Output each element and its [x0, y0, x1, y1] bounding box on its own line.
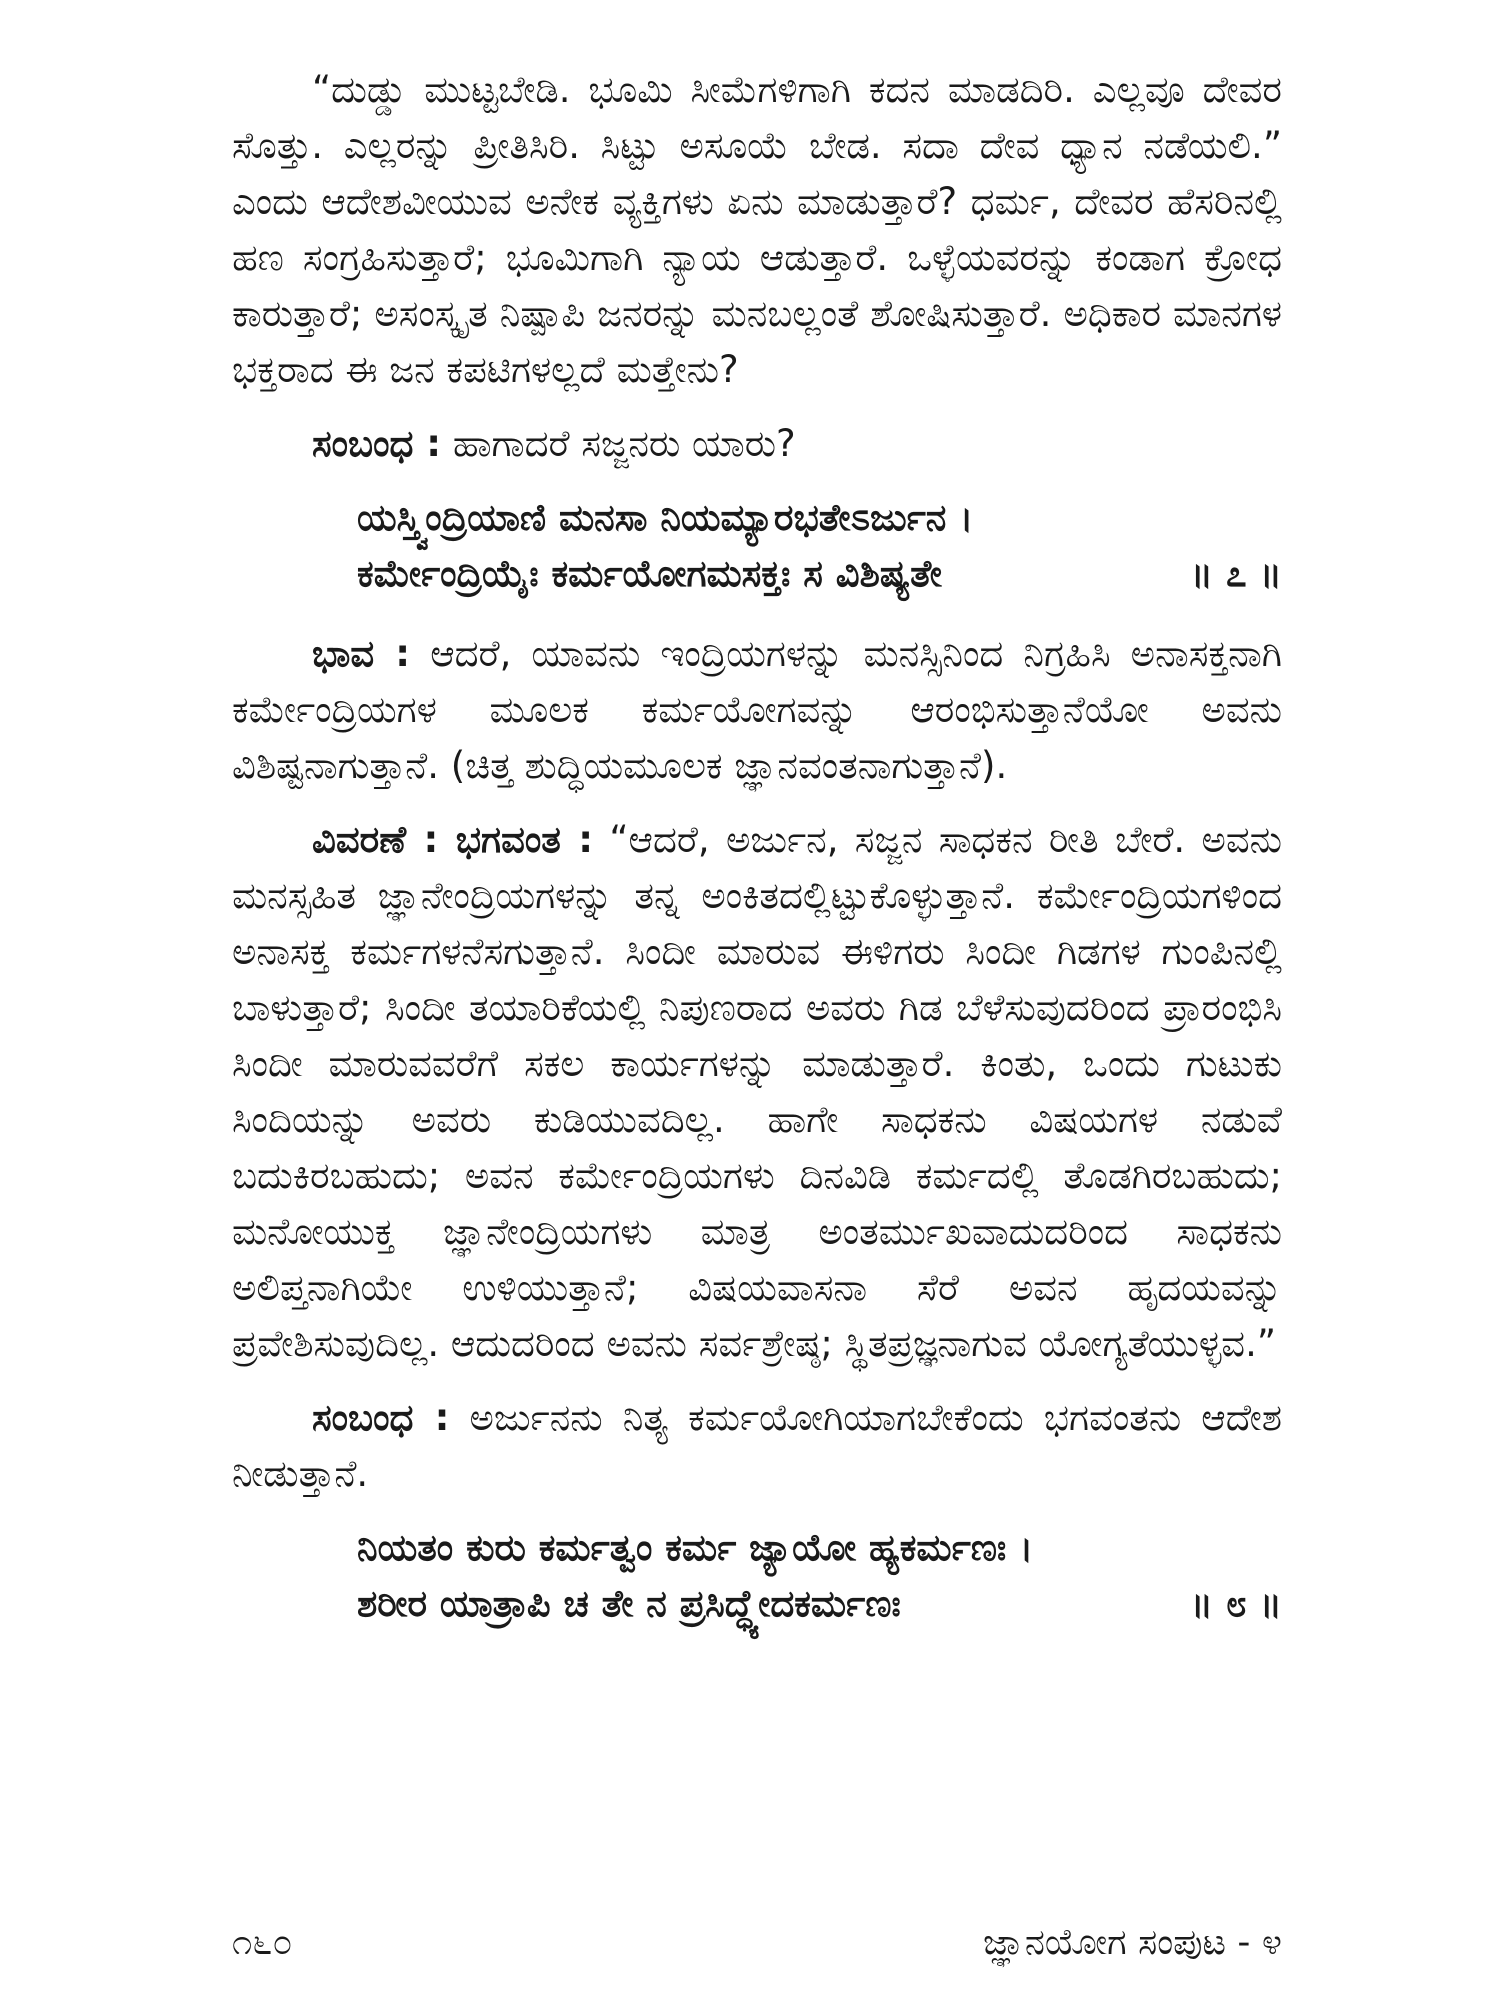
- verse-line: ನಿಯತಂ ಕುರು ಕರ್ಮತ್ವಂ ಕರ್ಮ ಜ್ಯಾಯೋ ಹ್ಯಕರ್ಮಣಃ ।: [357, 1526, 1034, 1569]
- sambandha-label: ಸಂಬಂಧ :: [312, 1396, 450, 1439]
- page-footer: [232, 1918, 1282, 1968]
- volume-title: ಜ್ಞಾನಯೋಗ ಸಂಪುಟ - ೪: [983, 1922, 1282, 1963]
- page-number: ೧೬೦: [232, 1922, 293, 1963]
- paragraph-vivarane: [232, 812, 1282, 1372]
- sambandha-label: ಸಂಬಂಧ :: [312, 422, 442, 465]
- verse-number: ॥ ೭ ॥: [1190, 552, 1282, 595]
- verse-7: [357, 490, 1282, 602]
- verse-line-text: ಶರೀರ ಯಾತ್ರಾಪಿ ಚ ತೇ ನ ಪ್ರಸಿದ್ಧ್ಯೇದಕರ್ಮಣಃ: [357, 1582, 901, 1625]
- vivarane-label: ವಿವರಣೆ : ಭಗವಂತ :: [312, 818, 594, 861]
- verse-line-text: ಕರ್ಮೇಂದ್ರಿಯೈಃ ಕರ್ಮಯೋಗಮಸಕ್ತಃ ಸ ವಿಶಿಷ್ಯತೇ: [357, 552, 942, 595]
- verse-line: [357, 1576, 1282, 1632]
- paragraph-sambandha-2: [232, 1390, 1282, 1502]
- sambandha-text: ಹಾಗಾದರೆ ಸಜ್ಜನರು ಯಾರು?: [452, 422, 796, 465]
- bhava-label: ಭಾವ :: [312, 632, 411, 675]
- verse-line: [357, 546, 1282, 602]
- paragraph-sambandha-1: [232, 416, 1282, 472]
- sambandha-text: ಅರ್ಜುನನು ನಿತ್ಯ ಕರ್ಮಯೋಗಿಯಾಗಬೇಕೆಂದು ಭಗವಂತನು ಆದೇಶ ನೀಡುತ್ತಾನೆ.: [232, 1396, 1283, 1495]
- paragraph-bhava: [232, 626, 1282, 794]
- page-body: [232, 62, 1282, 1962]
- verse-line: ಯಸ್ತ್ವಿಂದ್ರಿಯಾಣಿ ಮನಸಾ ನಿಯಮ್ಯಾರಭತೇಽರ್ಜುನ ।: [357, 496, 974, 539]
- paragraph-intro: “ದುಡ್ಡು ಮುಟ್ಟಬೇಡಿ. ಭೂಮಿ ಸೀಮೆಗಳಿಗಾಗಿ ಕದನ ಮಾಡದಿರಿ. ಎಲ್ಲವೂ ದೇವರ ಸೊತ್ತು. ಎಲ್ಲರನ್ನು ಪ್ರೀತಿಸಿರಿ. ಸಿಟ್ಟು ಅಸೂಯೆ ಬೇಡ. ಸದಾ ದೇವ ಧ್ಯಾನ ನಡೆಯಲಿ.” ಎಂದು ಆದೇಶವೀಯುವ ಅನೇಕ ವ್ಯಕ್ತಿಗಳು ಏನು ಮಾಡುತ್ತಾರೆ? ಧರ್ಮ, ದೇವರ ಹೆಸರಿನಲ್ಲಿ ಹಣ ಸಂಗ್ರಹಿಸುತ್ತಾರೆ; ಭೂಮಿಗಾಗಿ ನ್ಯಾಯ ಆಡುತ್ತಾರೆ. ಒಳ್ಳೆಯವರನ್ನು ಕಂಡಾಗ ಕ್ರೋಧ ಕಾರುತ್ತಾರೆ; ಅಸಂಸ್ಕೃತ ನಿಷ್ಪಾಪಿ ಜನರನ್ನು ಮನಬಲ್ಲಂತೆ ಶೋಷಿಸುತ್ತಾರೆ. ಅಧಿಕಾರ ಮಾನಗಳ ಭಕ್ತರಾದ ಈ ಜನ ಕಪಟಿಗಳಲ್ಲದೆ ಮತ್ತೇನು?: [232, 68, 1282, 391]
- verse-number: ॥ ೮ ॥: [1190, 1582, 1282, 1625]
- vivarane-text: “ಆದರೆ, ಅರ್ಜುನ, ಸಜ್ಜನ ಸಾಧಕನ ರೀತಿ ಬೇರೆ. ಅವನು ಮನಸ್ಸಹಿತ ಜ್ಞಾನೇಂದ್ರಿಯಗಳನ್ನು ತನ್ನ ಅಂಕಿತದಲ್ಲಿಟ್ಟುಕೊಳ್ಳುತ್ತಾನೆ. ಕರ್ಮೇಂದ್ರಿಯಗಳಿಂದ ಅನಾಸಕ್ತ ಕರ್ಮಗಳನೆಸಗುತ್ತಾನೆ. ಸಿಂದೀ ಮಾರುವ ಈಳಿಗರು ಸಿಂದೀ ಗಿಡಗಳ ಗುಂಪಿನಲ್ಲಿ ಬಾಳುತ್ತಾರೆ; ಸಿಂದೀ ತಯಾರಿಕೆಯಲ್ಲಿ ನಿಪುಣರಾದ ಅವರು ಗಿಡ ಬೆಳೆಸುವುದರಿಂದ ಪ್ರಾರಂಭಿಸಿ ಸಿಂದೀ ಮಾರುವವರೆಗೆ ಸಕಲ ಕಾರ್ಯಗಳನ್ನು ಮಾಡುತ್ತಾರೆ. ಕಿಂತು, ಒಂದು ಗುಟುಕು ಸಿಂದಿಯನ್ನು ಅವರು ಕುಡಿಯುವದಿಲ್ಲ. ಹಾಗೇ ಸಾಧಕನು ವಿಷಯಗಳ ನಡುವೆ ಬದುಕಿರಬಹುದು; ಅವನ ಕರ್ಮೇಂದ್ರಿಯಗಳು ದಿನವಿಡಿ ಕರ್ಮದಲ್ಲಿ ತೊಡಗಿರಬಹುದು; ಮನೋಯುಕ್ತ ಜ್ಞಾನೇಂದ್ರಿಯಗಳು ಮಾತ್ರ ಅಂತರ್ಮುಖವಾದುದರಿಂದ ಸಾಧಕನು ಅಲಿಪ್ತನಾಗಿಯೇ ಉಳಿಯುತ್ತಾನೆ; ವಿಷಯವಾಸನಾ ಸೆರೆ ಅವನ ಹೃದಯವನ್ನು ಪ್ರವೇಶಿಸುವುದಿಲ್ಲ. ಆದುದರಿಂದ ಅವನು ಸರ್ವಶ್ರೇಷ್ಠ; ಸ್ಥಿತಪ್ರಜ್ಞನಾಗುವ ಯೋಗ್ಯತೆಯುಳ್ಳವ.”: [232, 818, 1282, 1365]
- bhava-text: ಆದರೆ, ಯಾವನು ಇಂದ್ರಿಯಗಳನ್ನು ಮನಸ್ಸಿನಿಂದ ನಿಗ್ರಹಿಸಿ ಅನಾಸಕ್ತನಾಗಿ ಕರ್ಮೇಂದ್ರಿಯಗಳ ಮೂಲಕ ಕರ್ಮಯೋಗವನ್ನು ಆರಂಭಿಸುತ್ತಾನೆಯೋ ಅವನು ವಿಶಿಷ್ಟನಾಗುತ್ತಾನೆ. (ಚಿತ್ತ ಶುದ್ಧಿಯಮೂಲಕ ಜ್ಞಾನವಂತನಾಗುತ್ತಾನೆ).: [232, 632, 1283, 787]
- verse-8: [357, 1520, 1282, 1632]
